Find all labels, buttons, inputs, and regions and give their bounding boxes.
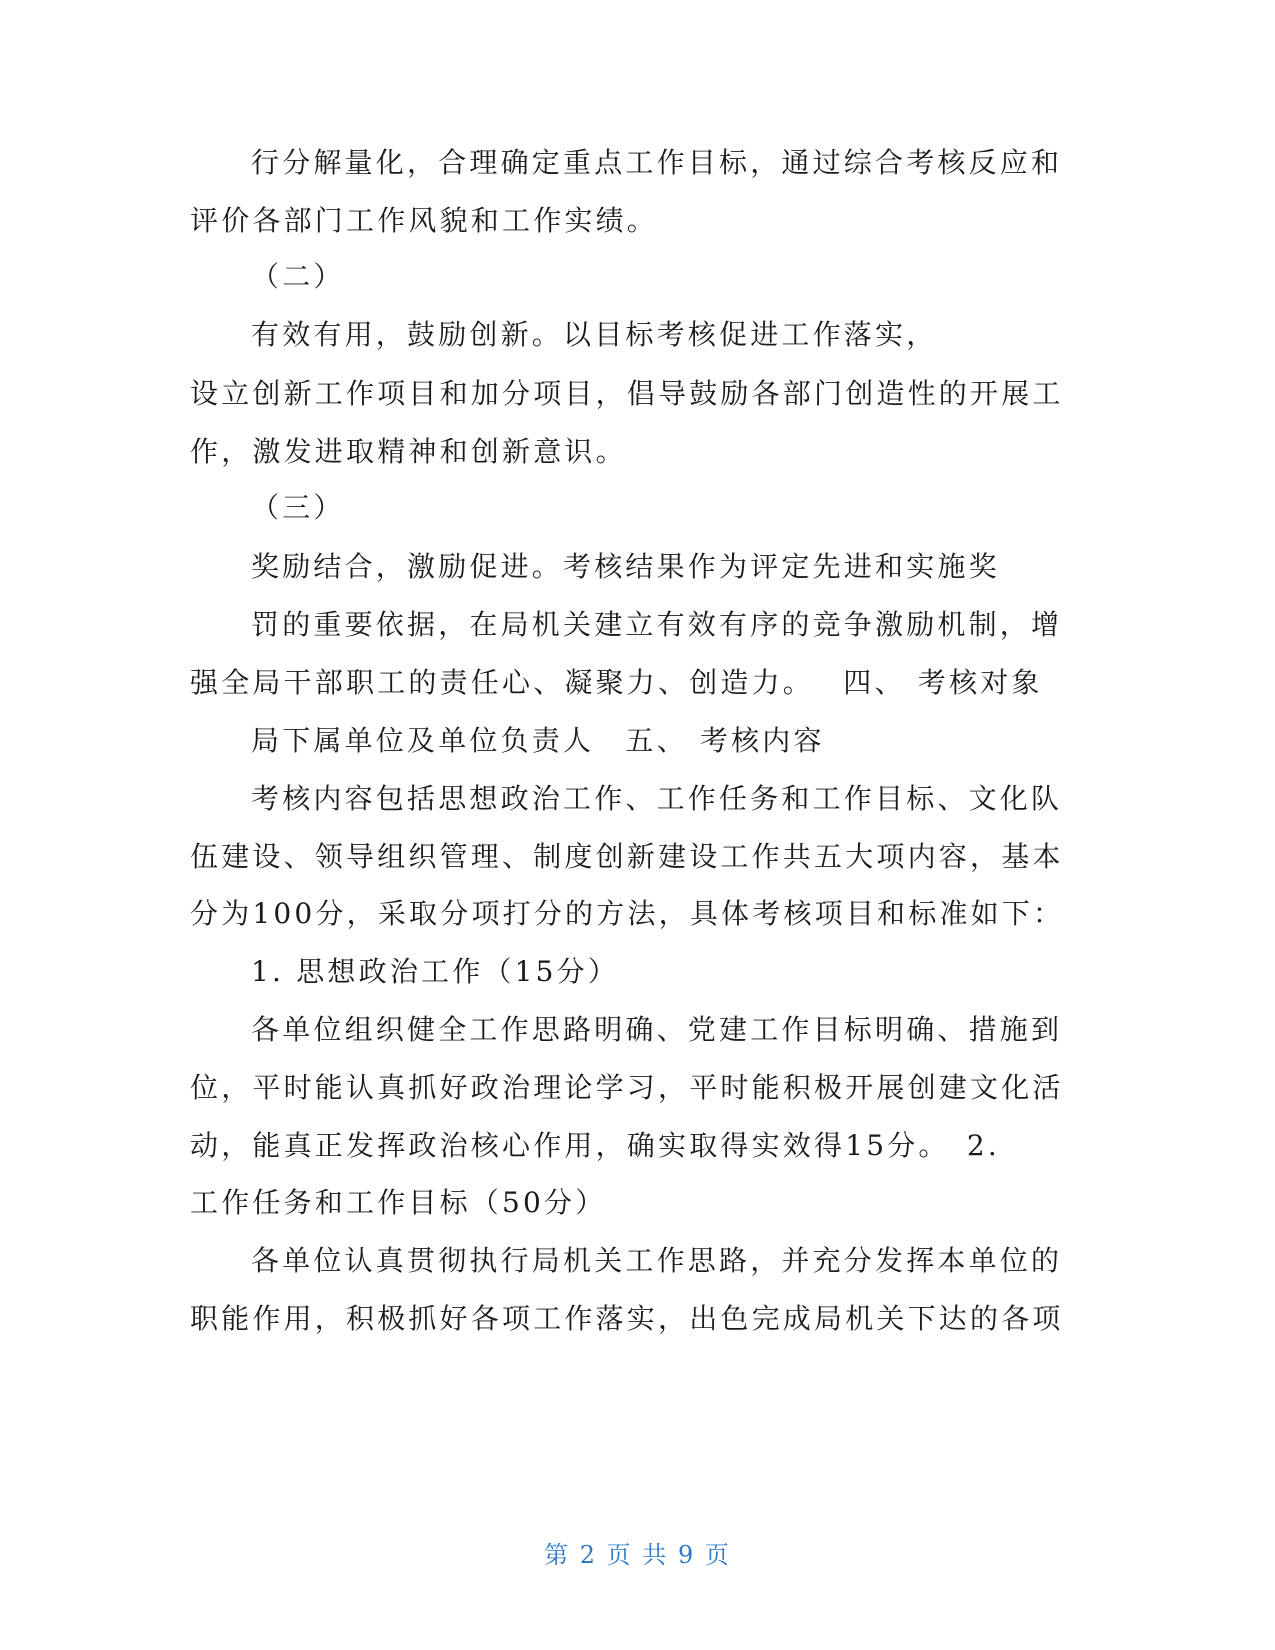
text-line-5: 设立创新工作项目和加分项目，倡导鼓励各部门创造性的开展工 <box>190 377 1064 410</box>
text-line-2: 评价各部门工作风貌和工作实绩。 <box>190 204 659 237</box>
text-line-10: 强全局干部职工的责任心、凝聚力、创造力。 四、 考核对象 <box>190 666 1043 699</box>
text-line-6: 作，激发进取精神和创新意识。 <box>190 435 627 468</box>
item-heading-2: 工作任务和工作目标（50分） <box>190 1186 607 1219</box>
text-line-18: 动，能真正发挥政治核心作用，确实取得实效得15分。 2. <box>190 1129 1000 1162</box>
text-line-11: 局下属单位及单位负责人 五、 考核内容 <box>251 724 825 757</box>
text-line-20: 各单位认真贯彻执行局机关工作思路，并充分发挥本单位的 <box>251 1244 1063 1277</box>
text-line-4: 有效有用，鼓励创新。以目标考核促进工作落实， <box>251 318 938 351</box>
page-footer <box>0 1538 1275 1572</box>
text-line-8: 奖励结合，激励促进。考核结果作为评定先进和实施奖 <box>251 550 1000 583</box>
text-line-13: 伍建设、领导组织管理、制度创新建设工作共五大项内容，基本 <box>190 840 1064 873</box>
text-line-14: 分为100分，采取分项打分的方法，具体考核项目和标准如下： <box>190 897 1065 930</box>
section-number-3: （三） <box>251 491 345 524</box>
item-heading-1: 1. 思想政治工作（15分） <box>251 955 620 988</box>
text-line-9: 罚的重要依据，在局机关建立有效有序的竞争激励机制，增 <box>251 608 1063 641</box>
text-line-17: 位，平时能认真抓好政治理论学习，平时能积极开展创建文化活 <box>190 1071 1064 1104</box>
text-line-12: 考核内容包括思想政治工作、工作任务和工作目标、文化队 <box>251 782 1063 815</box>
text-line-21: 职能作用，积极抓好各项工作落实，出色完成局机关下达的各项 <box>190 1302 1064 1335</box>
page-number-label: 第 2 页 共 9 页 <box>544 1541 731 1569</box>
section-number-2: （二） <box>251 260 345 293</box>
text-line-1: 行分解量化，合理确定重点工作目标，通过综合考核反应和 <box>251 146 1063 179</box>
text-line-16: 各单位组织健全工作思路明确、党建工作目标明确、措施到 <box>251 1013 1063 1046</box>
